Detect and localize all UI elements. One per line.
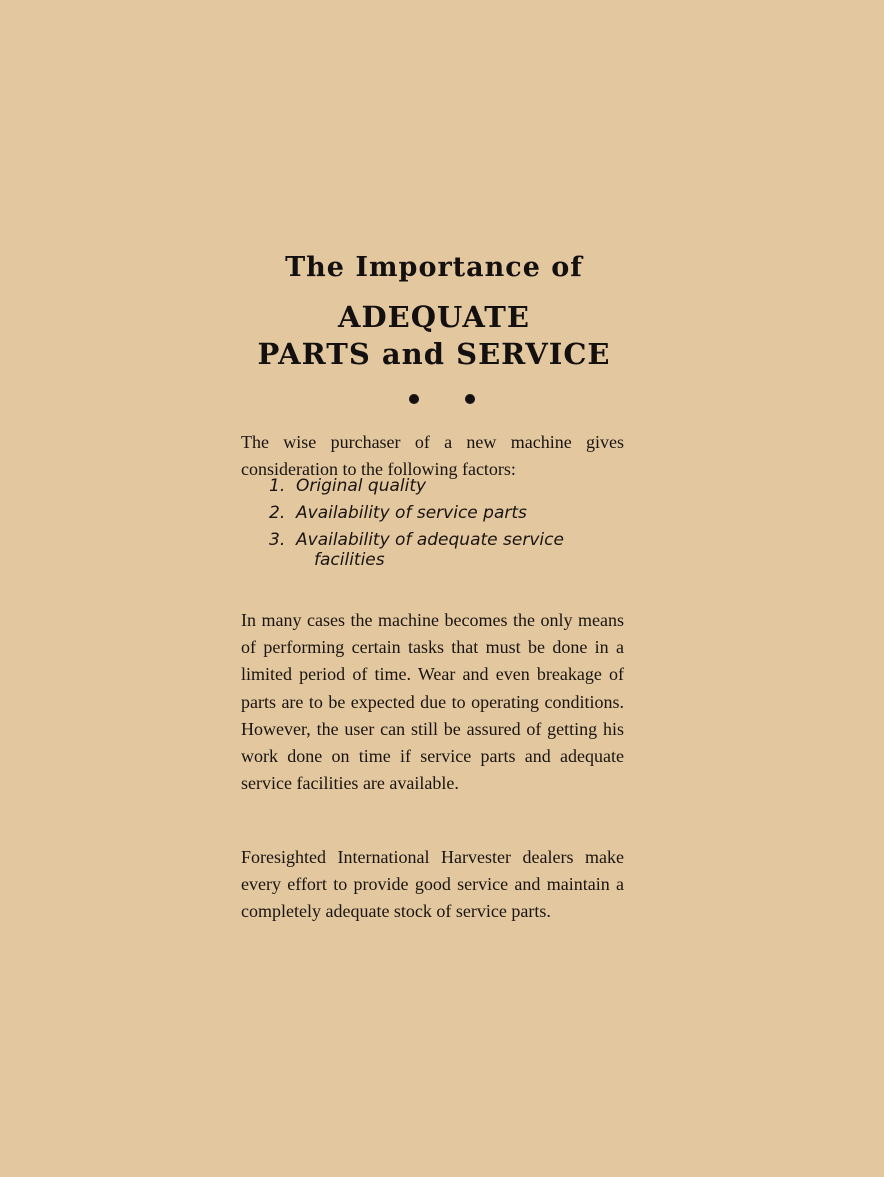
dealers-paragraph: Foresighted International Harvester dealers make every effort to provide good service and maintain a completely adequate stock of service parts. [241, 847, 624, 922]
list-item-number: 1. [269, 476, 286, 496]
factors-list [269, 476, 629, 577]
list-item-text: Original quality [296, 476, 427, 496]
list-item-text: Availability of adequate service [296, 530, 564, 550]
list-item-text-wrap [296, 530, 596, 570]
bullet-dot-icon [409, 394, 419, 404]
title-line-3: PARTS and SERVICE [257, 337, 611, 371]
title-line-1: The Importance of [285, 252, 583, 283]
cases-paragraph: In many cases the machine becomes the only means of performing certain tasks that must be done in a limited period of time. Wear and even breakage of parts are to be expected due to operating conditions. However, the user can still be assured of getting his work done on time if service parts and adequate service facilities are available. [241, 610, 624, 794]
separator-bullets [0, 389, 884, 408]
title-line-2: ADEQUATE [337, 300, 530, 334]
list-item-text: Availability of service parts [296, 503, 527, 523]
list-item-text-continuation: facilities [314, 550, 385, 570]
list-item-number: 3. [269, 530, 286, 550]
bullet-dot-icon [465, 394, 475, 404]
list-item [269, 476, 629, 496]
list-item-number: 2. [269, 503, 286, 523]
list-item [269, 503, 629, 523]
list-item [269, 530, 629, 570]
intro-paragraph: The wise purchaser of a new machine gives consideration to the following factors: [241, 432, 624, 480]
